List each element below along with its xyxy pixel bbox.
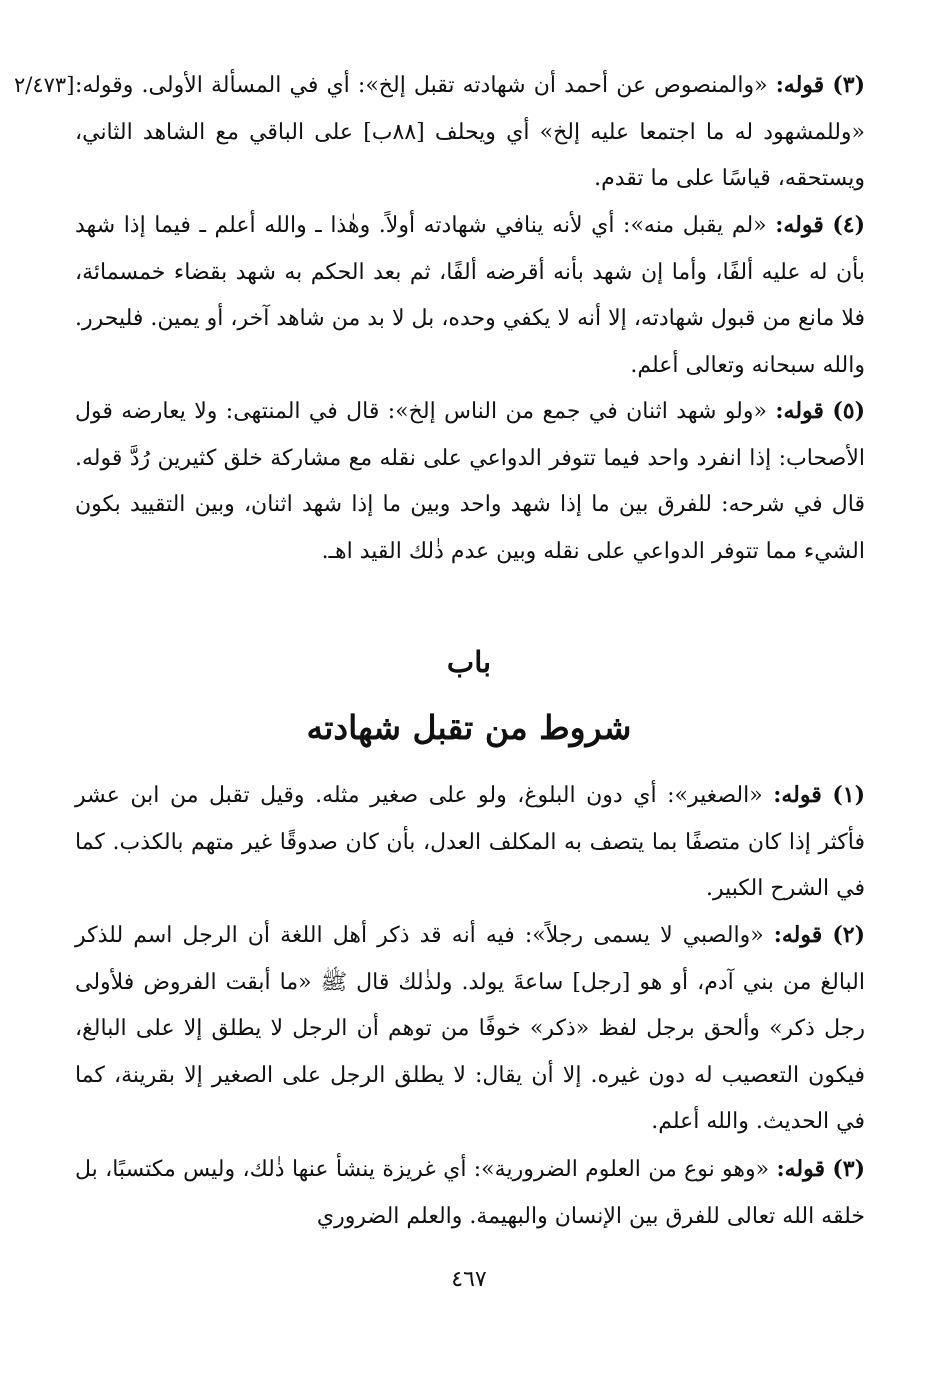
note-keyword: قوله: (775, 212, 824, 238)
note-paragraph-3 (75, 1146, 865, 1240)
note-keyword: قوله: (773, 782, 822, 808)
note-text: «وهو نوع من العلوم الضرورية»: أي غريزة ينشأ عنها ذٰلك، وليس مكتسبًا، بل خلقه الله تعالى للفرق بين الإنسان والبهيمة. والعلم الضروري (75, 1157, 865, 1229)
footnote-paragraph-3 (75, 62, 865, 203)
footnote-paragraph-4 (75, 202, 865, 389)
note-number: (٣) (832, 1156, 865, 1182)
note-number: (١) (832, 782, 865, 808)
footnote-paragraph-5 (75, 388, 865, 575)
note-text: «والمنصوص عن أحمد أن شهادته تقبل إلخ»: أي في المسألة الأولى. وقوله: «وللمشهود له ما اجتمعا عليه إلخ» أي ويحلف [٨٨ب] على الباقي مع الشاهد الثاني، ويستحقه، قياسًا على ما تقدم. (75, 73, 865, 191)
note-number: (٤) (832, 212, 865, 238)
note-keyword: قوله: (773, 922, 823, 948)
note-text: «لم يقبل منه»: أي لأنه ينافي شهادته أولاً. وهٰذا ـ والله أعلم ـ فيما إذا شهد بأن له عليه ألفًا، وأما إن شهد بأنه أقرضه ألفًا، ثم بعد الحكم به شهد بقضاء خمسمائة، فلا مانع من قبول شهادته، إلا أنه لا يكفي وحده، بل لا بد من شاهد آخر، أو يمين. فليحرر. والله سبحانه وتعالى أعلم. (75, 213, 865, 378)
margin-reference: [٢/٤٧٣ (14, 73, 75, 97)
note-keyword: قوله: (775, 398, 824, 424)
note-text: «والصبي لا يسمى رجلاً»: فيه أنه قد ذكر أهل اللغة أن الرجل اسم للذكر البالغ من بني آدم، أو هو [رجل] ساعةَ يولد. ولذٰلك قال ﷺ «ما أبقت الفروض فلأولى رجل ذكر» وألحق برجل لفظ «ذكر» خوفًا من توهم أن الرجل لا يطلق إلا على البالغ، فيكون التعصيب له دون غيره. إلا أن يقال: لا يطلق الرجل على الصغير إلا بقرينة، كما في الحديث. والله أعلم. (75, 923, 865, 1134)
note-number: (٣) (832, 72, 866, 98)
chapter-title: باب (446, 645, 492, 679)
note-keyword: قوله: (776, 1156, 825, 1182)
note-number: (٢) (832, 922, 865, 948)
note-keyword: قوله: (775, 72, 825, 98)
page-number: ٤٦٧ (451, 1267, 487, 1292)
note-paragraph-2 (75, 912, 865, 1146)
chapter-subtitle: شروط من تقبل شهادته (306, 708, 632, 747)
note-text: «ولو شهد اثنان في جمع من الناس إلخ»: قال في المنتهى: ولا يعارضه قول الأصحاب: إذا انفرد واحد فيما تتوفر الدواعي على نقله مع مشاركة خلق كثيرين رُدَّ قوله. قال في شرحه: للفرق بين ما إذا شهد واحد وبين ما إذا شهد اثنان، وبين التقييد بكون الشيء مما تتوفر الدواعي على نقله وبين عدم ذٰلك القيد اهـ. (75, 399, 865, 564)
note-number: (٥) (832, 398, 866, 424)
note-text: «الصغير»: أي دون البلوغ، ولو على صغير مثله. وقيل تقبل من ابن عشر فأكثر إذا كان متصفًا بما يتصف به المكلف العدل، بأن كان صدوقًا غير متهم بالكذب. كما في الشرح الكبير. (75, 783, 865, 901)
note-paragraph-1 (75, 772, 865, 913)
